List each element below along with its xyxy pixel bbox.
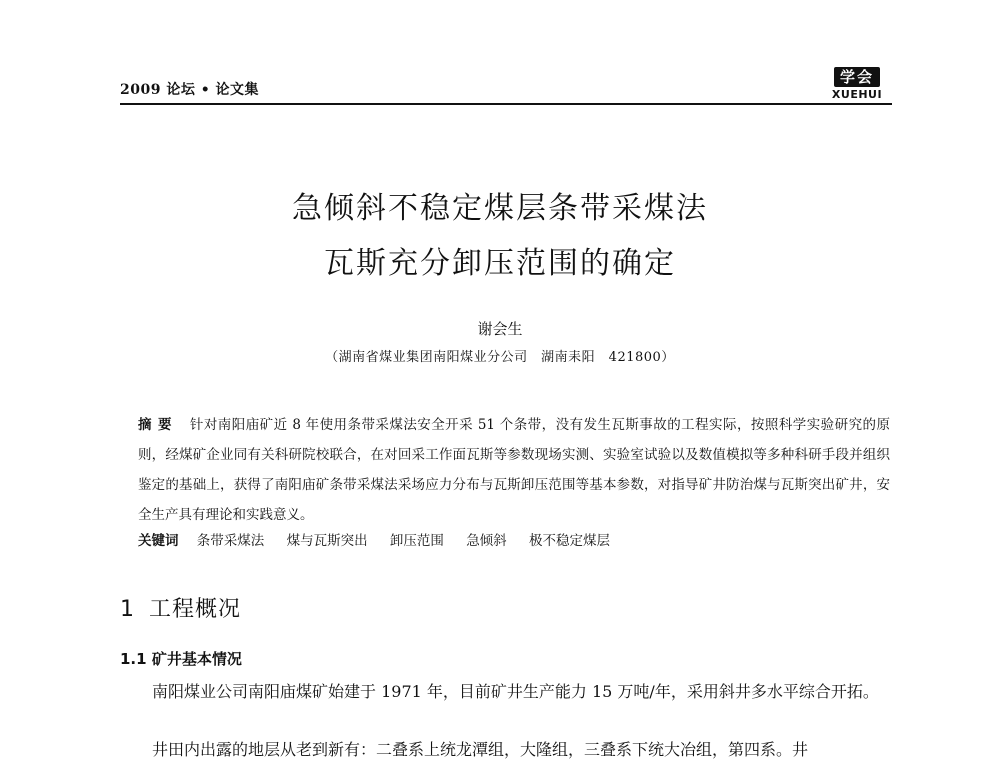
keyword-item: 条带采煤法 [196, 533, 265, 549]
abstract-label: 摘要 [138, 417, 178, 433]
section-heading [120, 592, 241, 623]
keywords-label: 关键词 [138, 533, 179, 549]
subsection-heading [120, 648, 242, 669]
abstract [138, 410, 890, 530]
paper-title-line-2: 瓦斯充分卸压范围的确定 [324, 246, 676, 281]
header-rule [120, 103, 892, 105]
keywords [138, 526, 890, 556]
body-paragraph: 南阳煤业公司南阳庙煤矿始建于 1971 年，目前矿井生产能力 15 万吨/年，采用斜井多水平综合开拓。 [152, 682, 879, 701]
section-number: 1 [120, 597, 135, 622]
page-header [120, 55, 892, 105]
keyword-item: 煤与瓦斯突出 [286, 533, 368, 549]
keyword-item: 极不稳定煤层 [528, 533, 610, 549]
subsection-title: 矿井基本情况 [151, 650, 242, 668]
abstract-text: 针对南阳庙矿近 8 年使用条带采煤法安全开采 51 个条带，没有发生瓦斯事故的工程实际，按照科学实验研究的原则，经煤矿企业同有关科研院校联合，在对回采工作面瓦斯等参数现场实测、实验室试验以及数值模拟等多种科研手段并组织鉴定的基础上，获得了南阳庙矿条带采煤法采场应力分布与瓦斯卸压范围等基本参数，对指导矿井防治煤与瓦斯突出矿井，安全生产具有理论和实践意义。 [138, 417, 890, 523]
logo-mark: 学会 [834, 67, 880, 87]
keyword-item: 卸压范围 [389, 533, 444, 549]
xuehui-logo [822, 67, 892, 101]
author-name: 谢会生 [477, 320, 523, 338]
subsection-number: 1.1 [120, 650, 147, 668]
body-paragraph: 井田内出露的地层从老到新有：二叠系上统龙潭组，大隆组，三叠系下统大冶组，第四系。井 [152, 740, 809, 759]
author-affiliation: （湖南省煤业集团南阳煤业分公司 湖南耒阳 421800） [325, 350, 675, 365]
keyword-item: 急倾斜 [466, 533, 507, 549]
section-title: 工程概况 [149, 597, 242, 622]
paper-title-line-1: 急倾斜不稳定煤层条带采煤法 [292, 191, 708, 226]
logo-text: XUEHUI [831, 88, 883, 101]
running-header: 2009 论坛 • 论文集 [120, 82, 260, 98]
